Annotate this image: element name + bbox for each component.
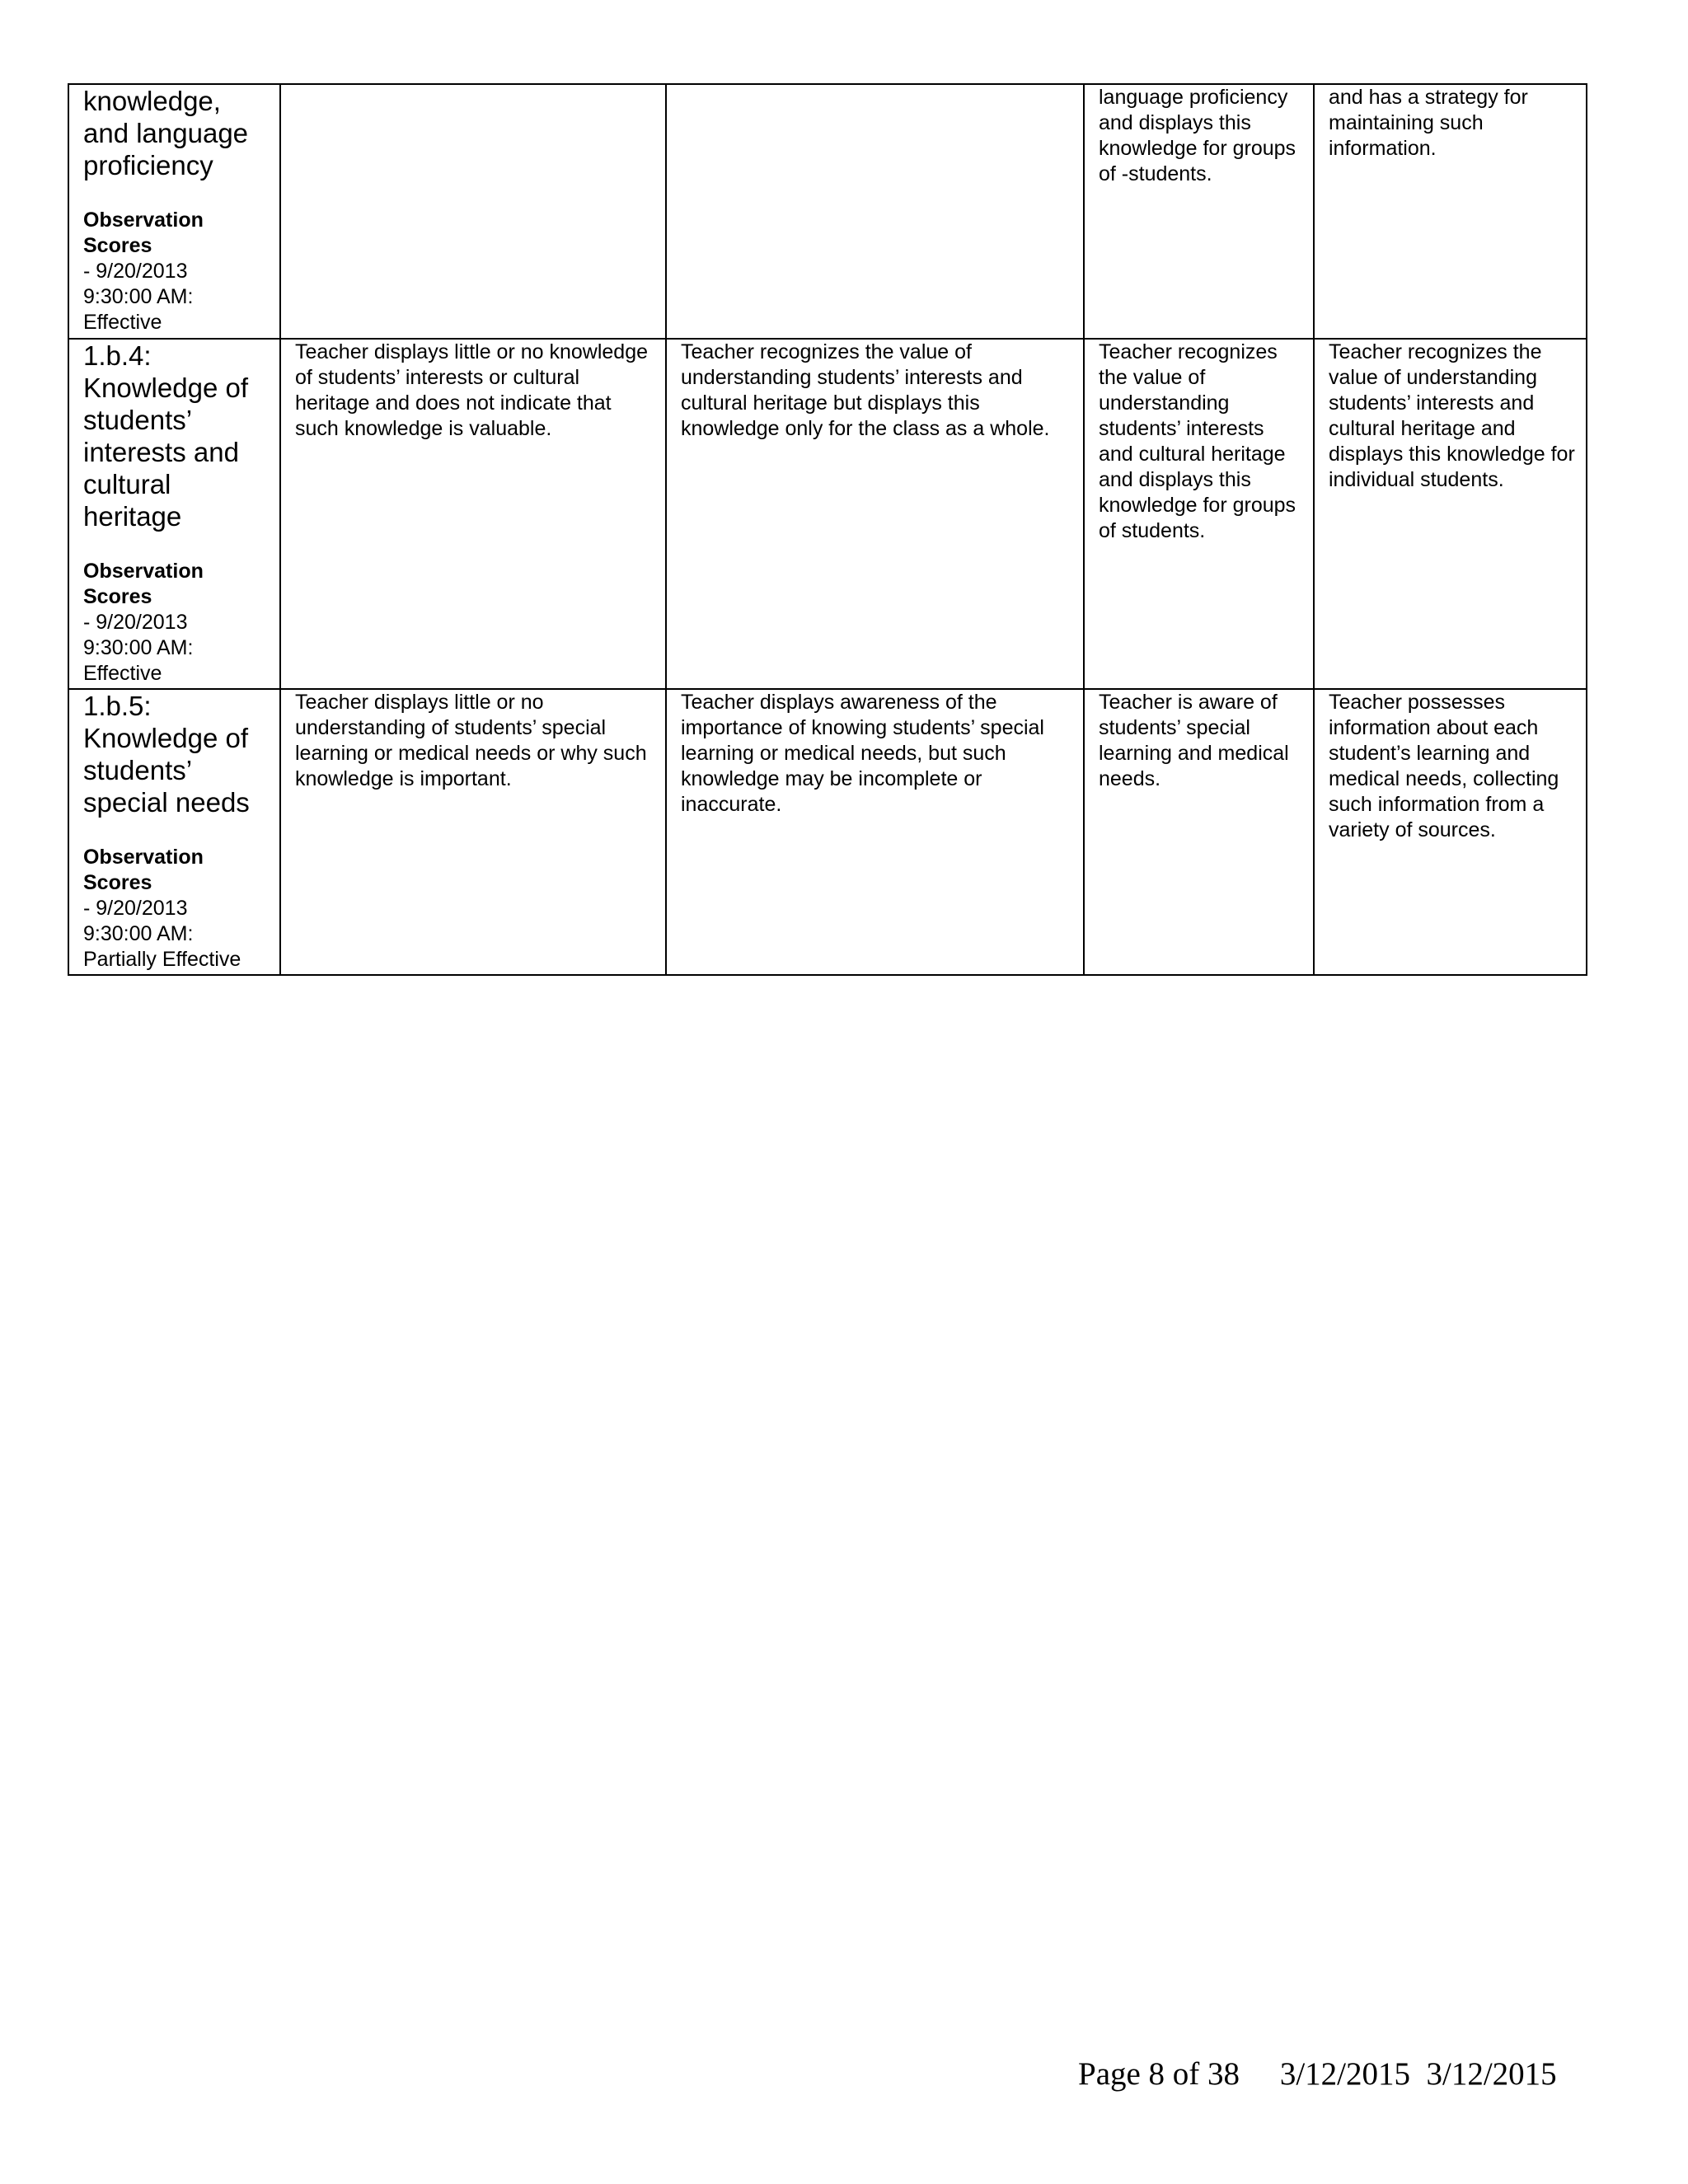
rubric-cell-highly-effective: Teacher possesses information about each student’s learning and medical needs, collecting such information from a variety of sources. xyxy=(1314,689,1587,975)
footer-date: 3/12/2015 xyxy=(1279,2056,1410,2092)
component-title: knowledge, and language proficiency xyxy=(83,86,249,180)
observation-scores-label: Observation Scores xyxy=(83,846,204,894)
footer-date: 3/12/2015 xyxy=(1426,2056,1557,2092)
rubric-table xyxy=(68,83,1587,976)
component-cell xyxy=(68,689,280,975)
rubric-cell-ineffective: Teacher displays little or no understanding of students’ special learning or medical needs or why such knowledge is important. xyxy=(280,689,666,975)
rubric-cell-effective: Teacher recognizes the value of understanding students’ interests and cultural heritage and displays this knowledge for groups of students. xyxy=(1084,339,1314,689)
component-title: 1.b.4: Knowledge of students’ interests and cultural heritage xyxy=(83,340,248,532)
table-row xyxy=(68,339,1587,689)
component-cell xyxy=(68,84,280,339)
rubric-cell-partially-effective xyxy=(666,84,1084,339)
page-number: Page 8 of 38 xyxy=(1078,2056,1240,2092)
observation-scores-label: Observation Scores xyxy=(83,209,204,257)
rubric-cell-effective: language proficiency and displays this knowledge for groups of -students. xyxy=(1084,84,1314,339)
rubric-cell-effective: Teacher is aware of students’ special learning and medical needs. xyxy=(1084,689,1314,975)
table-row xyxy=(68,84,1587,339)
rubric-cell-partially-effective: Teacher displays awareness of the importance of knowing students’ special learning or medical needs, but such knowledge may be incomplete or inaccurate. xyxy=(666,689,1084,975)
component-title: 1.b.5: Knowledge of students’ special needs xyxy=(83,691,250,818)
rubric-cell-ineffective xyxy=(280,84,666,339)
observation-scores-label: Observation Scores xyxy=(83,560,204,608)
rubric-cell-ineffective: Teacher displays little or no knowledge of students’ interests or cultural heritage and does not indicate that such knowledge is valuable. xyxy=(280,339,666,689)
observation-score-value: - 9/20/2013 9:30:00 AM: Partially Effective xyxy=(83,897,241,971)
component-cell xyxy=(68,339,280,689)
rubric-cell-highly-effective: and has a strategy for maintaining such information. xyxy=(1314,84,1587,339)
observation-score-value: - 9/20/2013 9:30:00 AM: Effective xyxy=(83,611,194,685)
page-footer xyxy=(1078,2055,1557,2093)
rubric-cell-highly-effective: Teacher recognizes the value of understanding students’ interests and cultural heritage and displays this knowledge for individual students. xyxy=(1314,339,1587,689)
rubric-cell-partially-effective: Teacher recognizes the value of understanding students’ interests and cultural heritage but displays this knowledge only for the class as a whole. xyxy=(666,339,1084,689)
observation-score-value: - 9/20/2013 9:30:00 AM: Effective xyxy=(83,260,194,334)
table-row xyxy=(68,689,1587,975)
